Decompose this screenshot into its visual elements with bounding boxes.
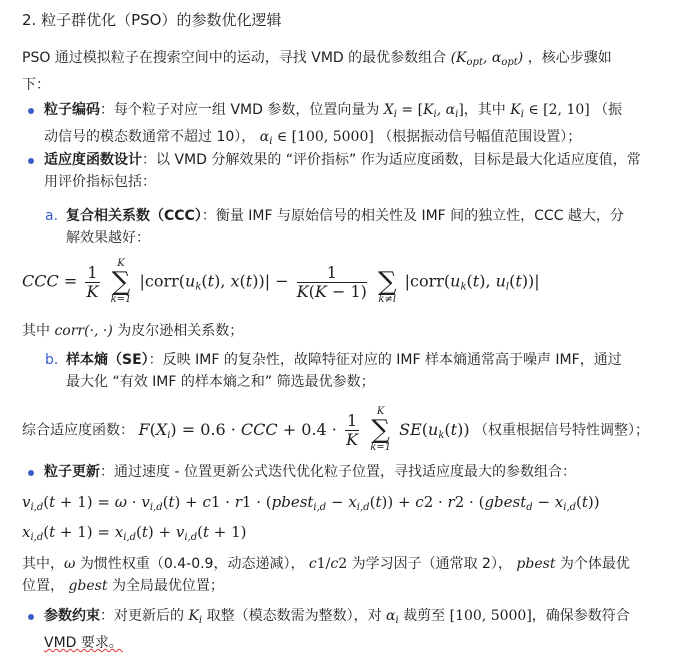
subitem-sample-entropy — [66, 349, 681, 393]
intro-text-c: 下： — [22, 77, 50, 93]
bullet-label: 适应度函数设计 — [44, 152, 142, 168]
math-omega: ω — [64, 556, 76, 572]
bullet-text: 用评价指标包括： — [44, 174, 156, 190]
bullet-dot — [28, 158, 34, 164]
corr-text: 其中 — [22, 323, 50, 339]
bullet-dot — [28, 614, 34, 620]
subitem-marker-a: a. — [45, 208, 59, 224]
bullet-label: 粒子更新 — [44, 464, 100, 480]
bullet-text: VMD 要求。 — [44, 635, 123, 651]
bullet-dot — [28, 470, 34, 476]
intro-text-b: ，核心步骤如 — [527, 50, 612, 66]
bullet-text: ：每个粒子对应一组 VMD 参数，位置向量为 — [100, 102, 380, 118]
subitem-marker-b: b. — [45, 352, 59, 368]
equation-ccc: CCC = $\frac{1}{K}$ K ∑ k=1 $|corr(u_k(t)$, x(t))| − $\frac{1}{K(K - 1)}$ ∑ k≠l $|corr(u_k(t)$, $u_l(t))|$ — [22, 258, 540, 305]
where-clause — [22, 553, 681, 597]
corr-note — [22, 320, 681, 342]
subitem-label: 复合相关系数（CCC） — [66, 208, 202, 224]
bullet-text: ：对更新后的 — [100, 608, 184, 624]
bullet-text: 取整（模态数需为整数），对 — [206, 608, 382, 624]
math-k-range: $K_i$ ∈ [2, 10] — [510, 102, 590, 120]
equation-velocity: $v_{i,d}(t + 1) = \omega \cdot v_{i,d}(t) + c1 \cdot r1$ · (pbest$_{i,d}$ − $x_{i,d}(t)) + c2 \cdot r2$ · (gbest$_d$ − $x_{i,d}(t)$) — [22, 493, 600, 513]
subitem-label: 样本熵（SE） — [66, 352, 149, 368]
where-text: 为全局最优位置； — [111, 578, 224, 594]
math-alpha-i: $\alpha_i$ — [386, 608, 399, 626]
math-corr: corr(·, ·) — [54, 323, 113, 339]
bullet-text: （根据振动信号幅值范围设置）； — [378, 129, 582, 145]
bullet-fitness-design — [44, 149, 681, 193]
bullet-text: 动信号的模态数通常不超过 10）， — [44, 129, 256, 145]
math-alpha-range: $\alpha_i$ ∈ [100, 5000] — [259, 129, 374, 147]
frac-pairs: $\frac{1}{K(K - 1)}$ — [296, 262, 367, 301]
bullet-text: ：通过速度 - 位置更新公式迭代优化粒子位置，寻找适应度最大的参数组合： — [100, 464, 576, 480]
bullet-particle-encoding — [44, 99, 681, 153]
where-text: 为个体最优 — [559, 556, 630, 572]
fitness-text: 综合适应度函数： — [22, 422, 134, 439]
bullet-label: 粒子编码 — [44, 102, 100, 118]
equation-position: $x_{i,d}(t + 1) = x_{i,d}(t) + v_{i,d}(t + 1)$ — [22, 523, 247, 543]
bullet-parameter-constraint — [44, 605, 681, 654]
math-ki: $K_i$ — [188, 608, 203, 626]
bullet-text: ，其中 — [463, 102, 506, 118]
math-gbest: gbest — [68, 578, 108, 594]
bullet-dot — [28, 108, 34, 114]
subitem-text: ：反映 IMF 的复杂性，故障特征对应的 IMF 样本熵通常高于噪声 IMF，通过 — [148, 352, 622, 368]
where-text: 为惯性权重（0.4-0.9，动态递减）， — [79, 556, 305, 572]
bullet-label: 参数约束 — [44, 608, 100, 624]
subitem-text: ：衡量 IMF 与原始信号的相关性及 IMF 间的独立性，CCC 越大，分 — [201, 208, 624, 224]
math-c1c2: c1/c2 — [308, 556, 348, 572]
sum-k: K ∑ k=1 — [110, 258, 132, 305]
bullet-text: ：以 VMD 分解效果的 “评价指标” 作为适应度函数，目标是最大化适应度值，常 — [142, 152, 641, 168]
math-position-vector: $X_i = [K_i$, $\alpha_i$] — [383, 102, 464, 120]
corr-text: 为皮尔逊相关系数； — [117, 323, 244, 339]
intro-math: ($K_{opt}$, $\alpha_{opt}$) — [450, 50, 524, 68]
subitem-text: 解效果越好： — [66, 230, 150, 246]
intro-paragraph — [22, 47, 681, 96]
bullet-text: （振 — [594, 102, 623, 118]
where-text: 其中， — [22, 556, 64, 572]
where-text: 为学习因子（通常取 2）， — [351, 556, 512, 572]
fitness-text: （权重根据信号特性调整）； — [474, 422, 650, 439]
composite-fitness — [22, 406, 681, 456]
math-pbest: pbest — [516, 556, 556, 572]
math-clip-range: [100, 5000] — [449, 608, 532, 624]
bullet-text: 裁剪至 — [403, 608, 446, 624]
subitem-ccc — [66, 205, 681, 249]
subitem-text: 最大化 “有效 IMF 的样本熵之和” 筛选最优参数； — [66, 374, 375, 390]
section-title: 2. 粒子群优化（PSO）的参数优化逻辑 — [22, 11, 282, 29]
where-text: 位置， — [22, 578, 64, 594]
math-fitness: $F(X_i) = 0.6$ · CCC + 0.4 · $\frac{1}{K}$ K ∑ k=1 $SE(u_k(t))$ — [138, 406, 470, 453]
bullet-particle-update — [44, 461, 681, 483]
sum-k-ne-l: ∑ k≠l — [377, 267, 397, 305]
bullet-text: ，确保参数符合 — [531, 608, 630, 624]
intro-text: PSO 通过模拟粒子在搜索空间中的运动，寻找 VMD 的最优参数组合 — [22, 50, 447, 66]
frac-1-over-k: $\frac{1}{K}$ — [86, 262, 99, 301]
